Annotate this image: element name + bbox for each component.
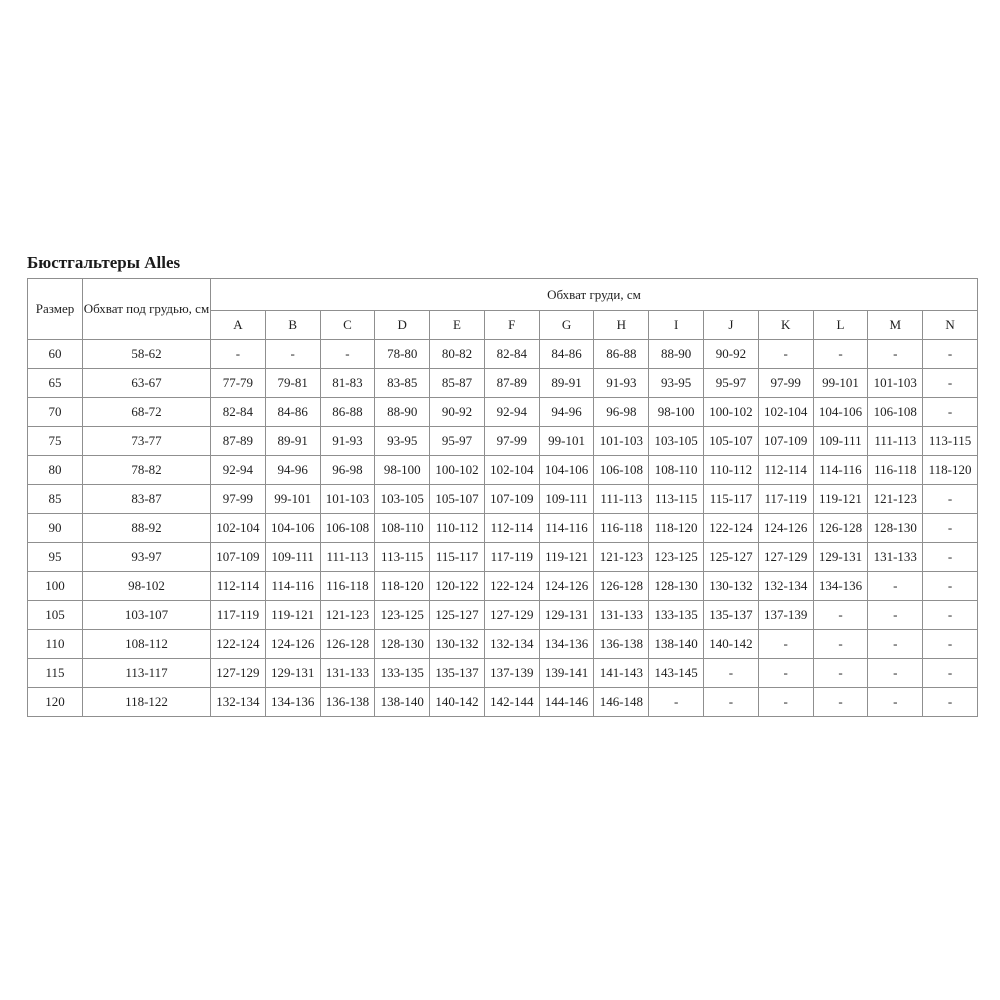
cup-range-cell: 80-82 [430, 340, 485, 369]
cup-range-cell: 111-113 [320, 543, 375, 572]
cup-range-cell: - [758, 340, 813, 369]
cup-range-cell: 121-123 [320, 601, 375, 630]
size-cell: 110 [28, 630, 83, 659]
cup-range-cell: 133-135 [649, 601, 704, 630]
cup-range-cell: 105-107 [430, 485, 485, 514]
cup-range-cell: 101-103 [594, 427, 649, 456]
cup-range-cell: - [704, 659, 759, 688]
cup-range-cell: 86-88 [594, 340, 649, 369]
size-cell: 85 [28, 485, 83, 514]
cup-range-cell: 134-136 [813, 572, 868, 601]
cup-range-cell: 87-89 [484, 369, 539, 398]
header-underbust: Обхват под грудью, см [83, 279, 211, 340]
cup-range-cell: 108-110 [375, 514, 430, 543]
cup-range-cell: - [923, 340, 978, 369]
cup-range-cell: 99-101 [813, 369, 868, 398]
cup-range-cell: 128-130 [649, 572, 704, 601]
cup-range-cell: 78-80 [375, 340, 430, 369]
cup-range-cell: 107-109 [484, 485, 539, 514]
cup-range-cell: 132-134 [484, 630, 539, 659]
cup-range-cell: 120-122 [430, 572, 485, 601]
cup-range-cell: 102-104 [211, 514, 266, 543]
cup-range-cell: 114-116 [265, 572, 320, 601]
cup-range-cell: 89-91 [265, 427, 320, 456]
cup-range-cell: 98-100 [649, 398, 704, 427]
cup-range-cell: 113-115 [923, 427, 978, 456]
header-cup-letter: G [539, 311, 594, 340]
underbust-cell: 63-67 [83, 369, 211, 398]
header-bust-group: Обхват груди, см [211, 279, 978, 311]
cup-range-cell: 115-117 [704, 485, 759, 514]
table-body [28, 340, 978, 717]
header-cup-letter: F [484, 311, 539, 340]
cup-range-cell: 82-84 [211, 398, 266, 427]
header-cup-letter: I [649, 311, 704, 340]
page-title: Бюстгальтеры Alles [27, 253, 181, 273]
cup-range-cell: 135-137 [704, 601, 759, 630]
header-cup-letter: J [704, 311, 759, 340]
cup-range-cell: 123-125 [649, 543, 704, 572]
cup-range-cell: - [265, 340, 320, 369]
cup-range-cell: 81-83 [320, 369, 375, 398]
cup-range-cell: - [211, 340, 266, 369]
cup-range-cell: - [758, 630, 813, 659]
cup-range-cell: 86-88 [320, 398, 375, 427]
header-cup-letter: C [320, 311, 375, 340]
cup-range-cell: 117-119 [758, 485, 813, 514]
cup-range-cell: 127-129 [758, 543, 813, 572]
cup-range-cell: 109-111 [813, 427, 868, 456]
cup-range-cell: 124-126 [265, 630, 320, 659]
cup-range-cell: - [649, 688, 704, 717]
underbust-cell: 58-62 [83, 340, 211, 369]
cup-range-cell: 93-95 [375, 427, 430, 456]
cup-range-cell: 138-140 [649, 630, 704, 659]
cup-range-cell: 107-109 [758, 427, 813, 456]
table-row [28, 630, 978, 659]
cup-range-cell: - [868, 659, 923, 688]
size-cell: 75 [28, 427, 83, 456]
cup-range-cell: 130-132 [704, 572, 759, 601]
cup-range-cell: 105-107 [704, 427, 759, 456]
cup-range-cell: 88-90 [649, 340, 704, 369]
cup-range-cell: 82-84 [484, 340, 539, 369]
cup-range-cell: 137-139 [484, 659, 539, 688]
cup-range-cell: 134-136 [539, 630, 594, 659]
cup-range-cell: 96-98 [594, 398, 649, 427]
size-cell: 95 [28, 543, 83, 572]
cup-range-cell: 101-103 [320, 485, 375, 514]
cup-range-cell: 114-116 [813, 456, 868, 485]
cup-range-cell: 90-92 [430, 398, 485, 427]
cup-range-cell: 107-109 [211, 543, 266, 572]
cup-range-cell: 116-118 [594, 514, 649, 543]
table-row [28, 659, 978, 688]
header-cup-letter: H [594, 311, 649, 340]
cup-range-cell: 103-105 [375, 485, 430, 514]
cup-range-cell: - [868, 601, 923, 630]
cup-range-cell: 87-89 [211, 427, 266, 456]
table-row [28, 601, 978, 630]
underbust-cell: 113-117 [83, 659, 211, 688]
cup-range-cell: 97-99 [758, 369, 813, 398]
cup-range-cell: 110-112 [704, 456, 759, 485]
cup-range-cell: 126-128 [594, 572, 649, 601]
cup-range-cell: 100-102 [704, 398, 759, 427]
underbust-cell: 98-102 [83, 572, 211, 601]
cup-range-cell: 144-146 [539, 688, 594, 717]
table-row [28, 514, 978, 543]
cup-range-cell: 92-94 [484, 398, 539, 427]
cup-range-cell: 119-121 [265, 601, 320, 630]
cup-range-cell: - [923, 543, 978, 572]
size-cell: 105 [28, 601, 83, 630]
cup-range-cell: 112-114 [758, 456, 813, 485]
cup-range-cell: 122-124 [211, 630, 266, 659]
cup-range-cell: 115-117 [430, 543, 485, 572]
size-cell: 60 [28, 340, 83, 369]
header-cup-letter: M [868, 311, 923, 340]
size-cell: 80 [28, 456, 83, 485]
size-cell: 115 [28, 659, 83, 688]
cup-range-cell: 101-103 [868, 369, 923, 398]
cup-range-cell: - [923, 514, 978, 543]
cup-range-cell: - [923, 485, 978, 514]
cup-range-cell: 129-131 [265, 659, 320, 688]
cup-range-cell: 95-97 [704, 369, 759, 398]
size-cell: 70 [28, 398, 83, 427]
cup-range-cell: 97-99 [484, 427, 539, 456]
cup-range-cell: 109-111 [539, 485, 594, 514]
table-row [28, 427, 978, 456]
cup-range-cell: 104-106 [265, 514, 320, 543]
size-cell: 65 [28, 369, 83, 398]
size-cell: 120 [28, 688, 83, 717]
cup-range-cell: - [868, 572, 923, 601]
cup-range-cell: 118-120 [923, 456, 978, 485]
cup-range-cell: 112-114 [211, 572, 266, 601]
cup-range-cell: - [923, 688, 978, 717]
cup-range-cell: 103-105 [649, 427, 704, 456]
cup-range-cell: 111-113 [868, 427, 923, 456]
cup-range-cell: 84-86 [265, 398, 320, 427]
cup-range-cell: 132-134 [758, 572, 813, 601]
cup-range-cell: 117-119 [484, 543, 539, 572]
cup-range-cell: 108-110 [649, 456, 704, 485]
underbust-cell: 73-77 [83, 427, 211, 456]
cup-range-cell: 96-98 [320, 456, 375, 485]
cup-range-cell: 98-100 [375, 456, 430, 485]
cup-range-cell: 106-108 [594, 456, 649, 485]
cup-range-cell: 140-142 [430, 688, 485, 717]
cup-range-cell: 84-86 [539, 340, 594, 369]
cup-range-cell: 119-121 [539, 543, 594, 572]
cup-range-cell: - [813, 340, 868, 369]
underbust-cell: 108-112 [83, 630, 211, 659]
cup-range-cell: - [320, 340, 375, 369]
underbust-cell: 93-97 [83, 543, 211, 572]
cup-range-cell: 118-120 [649, 514, 704, 543]
cup-range-cell: 91-93 [594, 369, 649, 398]
cup-range-cell: 125-127 [704, 543, 759, 572]
underbust-cell: 118-122 [83, 688, 211, 717]
cup-range-cell: 125-127 [430, 601, 485, 630]
table-row [28, 398, 978, 427]
cup-range-cell: 97-99 [211, 485, 266, 514]
header-size: Размер [28, 279, 83, 340]
header-cup-letter: D [375, 311, 430, 340]
cup-range-cell: 121-123 [594, 543, 649, 572]
cup-range-cell: - [813, 601, 868, 630]
cup-range-cell: 140-142 [704, 630, 759, 659]
cup-range-cell: 141-143 [594, 659, 649, 688]
table-row [28, 369, 978, 398]
cup-range-cell: 94-96 [539, 398, 594, 427]
cup-range-cell: 113-115 [649, 485, 704, 514]
table-row [28, 456, 978, 485]
cup-range-cell: 116-118 [320, 572, 375, 601]
cup-range-cell: 133-135 [375, 659, 430, 688]
header-group-row [28, 279, 978, 311]
cup-range-cell: - [923, 398, 978, 427]
cup-range-cell: 128-130 [868, 514, 923, 543]
cup-range-cell: 95-97 [430, 427, 485, 456]
cup-range-cell: 91-93 [320, 427, 375, 456]
cup-range-cell: 137-139 [758, 601, 813, 630]
cup-range-cell: - [813, 659, 868, 688]
cup-range-cell: 131-133 [868, 543, 923, 572]
cup-range-cell: 110-112 [430, 514, 485, 543]
cup-range-cell: 142-144 [484, 688, 539, 717]
cup-range-cell: - [758, 659, 813, 688]
cup-range-cell: - [868, 630, 923, 659]
cup-range-cell: 77-79 [211, 369, 266, 398]
cup-range-cell: 92-94 [211, 456, 266, 485]
cup-range-cell: 113-115 [375, 543, 430, 572]
cup-range-cell: - [813, 630, 868, 659]
cup-range-cell: 104-106 [813, 398, 868, 427]
cup-range-cell: 126-128 [813, 514, 868, 543]
cup-range-cell: 139-141 [539, 659, 594, 688]
table-row [28, 340, 978, 369]
cup-range-cell: 121-123 [868, 485, 923, 514]
cup-range-cell: 127-129 [484, 601, 539, 630]
underbust-cell: 83-87 [83, 485, 211, 514]
underbust-cell: 88-92 [83, 514, 211, 543]
table-row [28, 485, 978, 514]
cup-range-cell: 124-126 [758, 514, 813, 543]
cup-range-cell: 124-126 [539, 572, 594, 601]
cup-range-cell: 79-81 [265, 369, 320, 398]
cup-range-cell: 136-138 [594, 630, 649, 659]
table-header [28, 279, 978, 340]
cup-range-cell: 134-136 [265, 688, 320, 717]
header-cup-letter: E [430, 311, 485, 340]
cup-range-cell: 93-95 [649, 369, 704, 398]
cup-range-cell: 112-114 [484, 514, 539, 543]
cup-range-cell: 94-96 [265, 456, 320, 485]
size-cell: 90 [28, 514, 83, 543]
cup-range-cell: 85-87 [430, 369, 485, 398]
cup-range-cell: 100-102 [430, 456, 485, 485]
cup-range-cell: 128-130 [375, 630, 430, 659]
cup-range-cell: 99-101 [539, 427, 594, 456]
cup-range-cell: 127-129 [211, 659, 266, 688]
cup-range-cell: 131-133 [594, 601, 649, 630]
cup-range-cell: - [868, 688, 923, 717]
header-cup-letter: A [211, 311, 266, 340]
table-row [28, 688, 978, 717]
cup-range-cell: 117-119 [211, 601, 266, 630]
cup-range-cell: 129-131 [813, 543, 868, 572]
cup-range-cell: - [704, 688, 759, 717]
cup-range-cell: 123-125 [375, 601, 430, 630]
cup-range-cell: 114-116 [539, 514, 594, 543]
cup-range-cell: - [923, 369, 978, 398]
cup-range-cell: 89-91 [539, 369, 594, 398]
cup-range-cell: 90-92 [704, 340, 759, 369]
cup-range-cell: 122-124 [484, 572, 539, 601]
cup-range-cell: 109-111 [265, 543, 320, 572]
underbust-cell: 68-72 [83, 398, 211, 427]
cup-range-cell: 102-104 [484, 456, 539, 485]
header-cup-letter: K [758, 311, 813, 340]
underbust-cell: 78-82 [83, 456, 211, 485]
cup-range-cell: - [923, 572, 978, 601]
cup-range-cell: 88-90 [375, 398, 430, 427]
table-row [28, 572, 978, 601]
cup-range-cell: 122-124 [704, 514, 759, 543]
cup-range-cell: 104-106 [539, 456, 594, 485]
header-cup-letter: B [265, 311, 320, 340]
header-cup-letter: L [813, 311, 868, 340]
cup-range-cell: 130-132 [430, 630, 485, 659]
cup-range-cell: - [923, 630, 978, 659]
bra-size-table [27, 278, 978, 717]
cup-range-cell: 132-134 [211, 688, 266, 717]
cup-range-cell: - [923, 659, 978, 688]
cup-range-cell: 126-128 [320, 630, 375, 659]
cup-range-cell: 116-118 [868, 456, 923, 485]
cup-range-cell: 129-131 [539, 601, 594, 630]
cup-range-cell: 143-145 [649, 659, 704, 688]
header-cup-letter: N [923, 311, 978, 340]
cup-range-cell: 136-138 [320, 688, 375, 717]
cup-range-cell: 102-104 [758, 398, 813, 427]
cup-range-cell: 118-120 [375, 572, 430, 601]
cup-range-cell: - [758, 688, 813, 717]
table-row [28, 543, 978, 572]
underbust-cell: 103-107 [83, 601, 211, 630]
cup-range-cell: 146-148 [594, 688, 649, 717]
cup-range-cell: - [923, 601, 978, 630]
cup-range-cell: 135-137 [430, 659, 485, 688]
cup-range-cell: 99-101 [265, 485, 320, 514]
cup-range-cell: - [868, 340, 923, 369]
cup-range-cell: 106-108 [868, 398, 923, 427]
cup-range-cell: 111-113 [594, 485, 649, 514]
cup-range-cell: 106-108 [320, 514, 375, 543]
size-cell: 100 [28, 572, 83, 601]
cup-range-cell: 131-133 [320, 659, 375, 688]
cup-range-cell: - [813, 688, 868, 717]
cup-range-cell: 138-140 [375, 688, 430, 717]
cup-range-cell: 119-121 [813, 485, 868, 514]
cup-range-cell: 83-85 [375, 369, 430, 398]
